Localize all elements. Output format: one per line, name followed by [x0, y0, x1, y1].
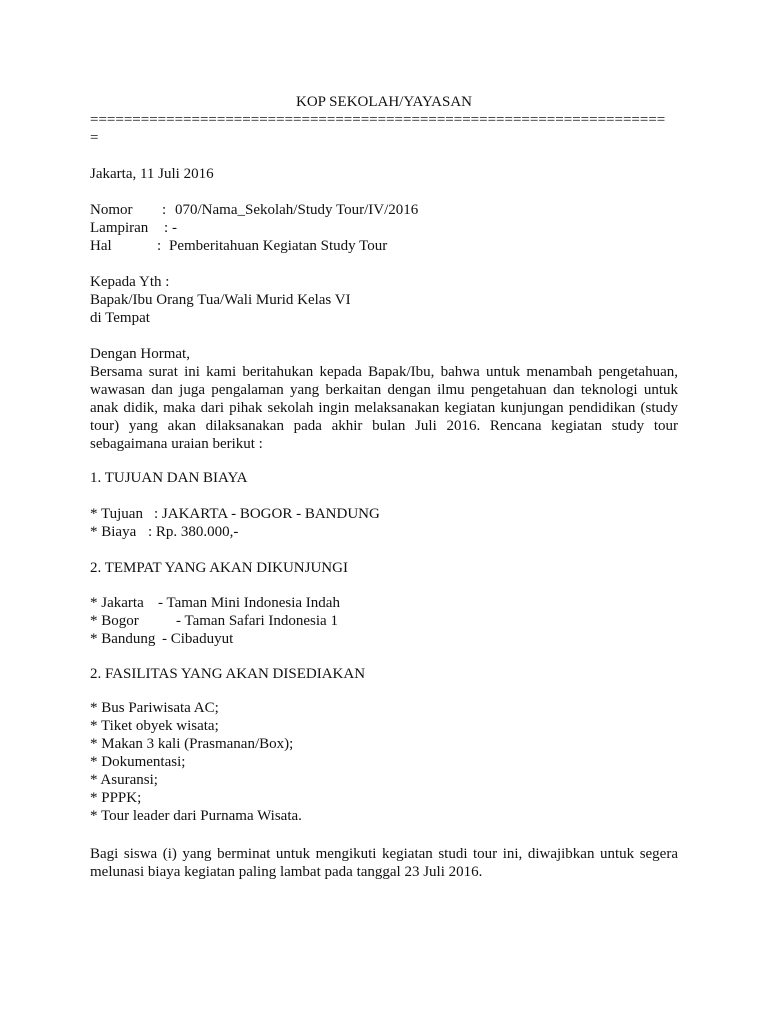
letterhead-title: KOP SEKOLAH/YAYASAN: [295, 94, 472, 110]
meta-colon: :: [157, 238, 162, 254]
greeting: Dengan Hormat,: [90, 346, 190, 362]
list-item-label: * Jakarta: [90, 595, 144, 611]
list-item-value: - Taman Safari Indonesia 1: [176, 613, 338, 629]
list-item-value: - Taman Mini Indonesia Indah: [158, 595, 340, 611]
list-item-label: * Bogor: [90, 613, 139, 629]
intro-line: sebagaimana uraian berikut :: [90, 436, 263, 452]
closing-line: Bagi siswa (i) yang berminat untuk mengikuti kegiatan studi tour ini, diwajibkan untuk segera: [90, 846, 678, 862]
intro-line: wawasan dan juga pengalaman yang berkaitan dengan ilmu pengetahuan dan teknologi untuk: [90, 382, 678, 398]
letterhead-separator: ====================================================================: [90, 112, 666, 128]
intro-line: Bersama surat ini kami beritahukan kepada Bapak/Ibu, bahwa untuk menambah pengetahuan,: [90, 364, 678, 380]
section-heading: 2. FASILITAS YANG AKAN DISEDIAKAN: [90, 666, 366, 682]
meta-label: Nomor: [90, 202, 133, 218]
meta-colon: :: [162, 202, 167, 218]
intro-line: tour) yang akan dilaksanakan pada akhir bulan Juli 2016. Rencana kegiatan study tour: [90, 418, 678, 434]
list-item-value: - Cibaduyut: [162, 631, 234, 647]
list-item: * Bus Pariwisata AC;: [90, 700, 219, 716]
list-item-label: * Bandung: [90, 631, 156, 647]
recipient-line: Bapak/Ibu Orang Tua/Wali Murid Kelas VI: [90, 292, 351, 308]
intro-line: anak didik, maka dari pihak sekolah ingin melaksanakan kegiatan kunjungan pendidikan (study: [90, 400, 678, 416]
list-item: * Tour leader dari Purnama Wisata.: [90, 808, 302, 824]
list-item-value: : JAKARTA - BOGOR - BANDUNG: [154, 506, 380, 522]
letterhead-separator-end: =: [90, 130, 99, 146]
meta-value: Pemberitahuan Kegiatan Study Tour: [169, 238, 388, 254]
list-item: * Asuransi;: [90, 772, 158, 788]
meta-label: Hal: [90, 238, 112, 254]
list-item: * Tiket obyek wisata;: [90, 718, 219, 734]
section-heading: 1. TUJUAN DAN BIAYA: [90, 470, 248, 486]
list-item-label: * Tujuan: [90, 506, 143, 522]
section-heading: 2. TEMPAT YANG AKAN DIKUNJUNGI: [90, 560, 348, 576]
list-item: * Makan 3 kali (Prasmanan/Box);: [90, 736, 294, 752]
meta-value: -: [172, 220, 177, 236]
recipient-line: di Tempat: [90, 310, 150, 326]
list-item: * PPPK;: [90, 790, 142, 806]
closing-line: melunasi biaya kegiatan paling lambat pada tanggal 23 Juli 2016.: [90, 864, 483, 880]
meta-colon: :: [164, 220, 169, 236]
list-item: * Dokumentasi;: [90, 754, 186, 770]
meta-value: 070/Nama_Sekolah/Study Tour/IV/2016: [175, 202, 419, 218]
meta-label: Lampiran: [90, 220, 149, 236]
place-date: Jakarta, 11 Juli 2016: [90, 166, 214, 182]
list-item-value: : Rp. 380.000,-: [148, 524, 239, 540]
recipient-line: Kepada Yth :: [90, 274, 170, 290]
list-item-label: * Biaya: [90, 524, 137, 540]
